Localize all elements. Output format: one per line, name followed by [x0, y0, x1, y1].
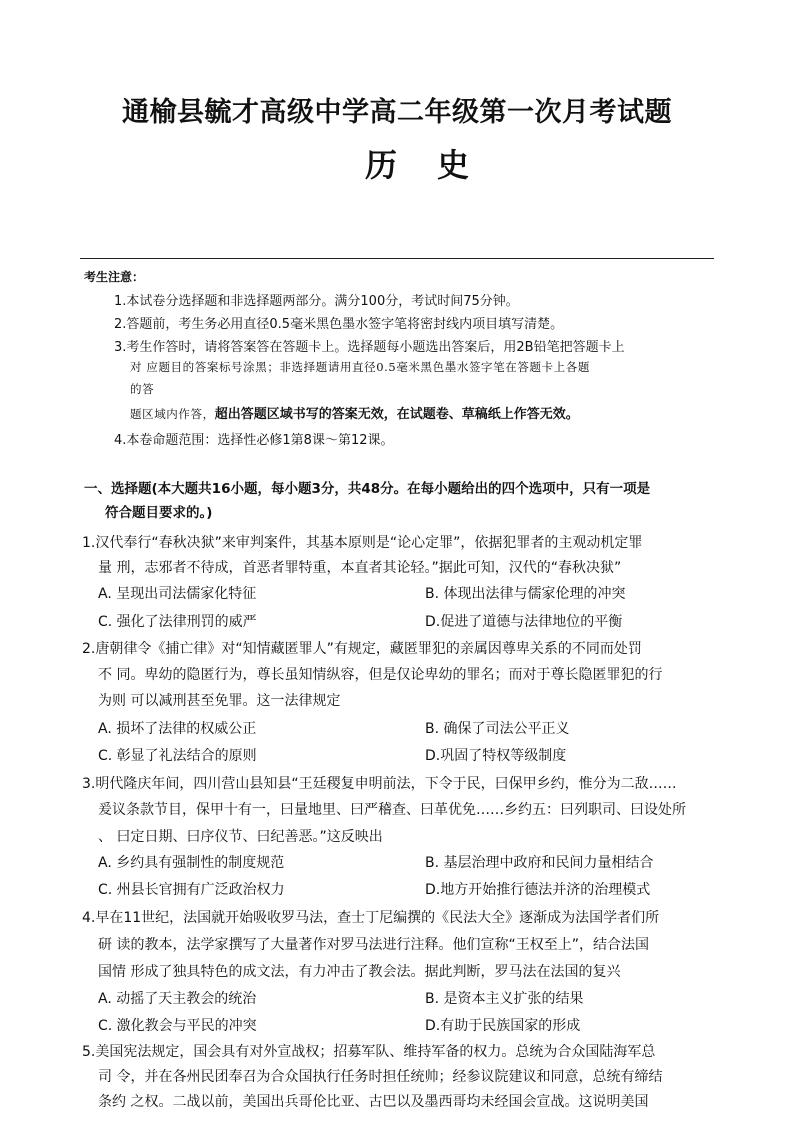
question-2-option-b[interactable]: B. 确保了司法公平正义 [425, 721, 570, 737]
question-4-option-c[interactable]: C. 激化教会与平民的冲突 [98, 1018, 257, 1034]
question-4-option-b[interactable]: B. 是资本主义扩张的结果 [425, 991, 584, 1007]
notice-item-2: 2.答题前，考生务必用直径0.5毫米黑色墨水签字笔将密封线内项目填写清楚。 [114, 317, 564, 332]
notice-item-4: 4.本卷命题范围：选择性必修1第8课～第12课。 [114, 433, 394, 448]
question-1-line-1: 1.汉代奉行“春秋决狱”来审判案件，其基本原则是“论心定罪”，依据犯罪者的主观动机定罪 [82, 535, 643, 551]
question-5-line-3: 条约 之权。二战以前，美国出兵哥伦比亚、古巴以及墨西哥均未经国会宣战。这说明美国 [98, 1094, 649, 1110]
question-3-option-d[interactable]: D.地方开始推行德法并济的治理模式 [425, 882, 651, 898]
question-4-line-3: 国情 形成了独具特色的成文法，有力冲击了教会法。据此判断，罗马法在法国的复兴 [98, 964, 621, 980]
question-3-option-c[interactable]: C. 州县长官拥有广泛政治权力 [98, 882, 285, 898]
notice-item-3-final [130, 403, 579, 422]
notice-item-3-final-normal: 题区域内作答， [130, 407, 215, 421]
question-1-line-2: 量 刑，志邪者不待成，首恶者罪特重，本直者其论轻。”据此可知，汉代的“春秋决狱” [98, 560, 622, 576]
question-4-line-2: 研 读的教本，法学家撰写了大量著作对罗马法进行注释。他们宣称“王权至上”，结合法国 [98, 937, 649, 953]
notice-item-1: 1.本试卷分选择题和非选择题两部分。满分100分，考试时间75分钟。 [114, 294, 519, 309]
question-3-line-1: 3.明代隆庆年间，四川营山县知县“王廷稷复申明前法，下令于民，曰保甲乡约，惟分为二敌…… [82, 776, 677, 792]
question-2-line-1: 2.唐朝律令《捕亡律》对“知情藏匿罪人”有规定，藏匿罪犯的亲属因尊卑关系的不同而处罚 [82, 641, 642, 657]
question-3-line-3: 、 曰定日期、曰序仪节、曰纪善恶。”这反映出 [98, 829, 383, 845]
question-5-line-2: 司 令，并在各州民团奉召为合众国执行任务时担任统帅；经参议院建议和同意，总统有缔结 [98, 1069, 663, 1085]
question-3-option-a[interactable]: A. 乡约具有强制性的制度规范 [98, 855, 285, 871]
notice-item-3-cont2: 的答 [130, 382, 155, 396]
question-3-line-2: 爰议条款节目，保甲十有一，曰量地里、曰严稽查、曰革优免……乡约五：曰列职司、曰设处所 [98, 802, 686, 818]
question-4-option-a[interactable]: A. 动摇了天主教会的统治 [98, 991, 257, 1007]
question-2-option-a[interactable]: A. 损坏了法律的权威公正 [98, 721, 257, 737]
question-3-option-b[interactable]: B. 基层治理中政府和民间力量相结合 [425, 855, 654, 871]
section-heading: 一、选择题(本大题共16小题，每小题3分，共48分。在每小题给出的四个选项中，只有一项是 [84, 481, 651, 497]
question-4-option-d[interactable]: D.有助于民族国家的形成 [425, 1018, 581, 1034]
question-1-option-c[interactable]: C. 强化了法律刑罚的威严 [98, 614, 257, 630]
question-2-line-3: 为则 可以减刑甚至免罪。这一法律规定 [98, 693, 341, 709]
question-2-line-2: 不 同。卑幼的隐匿行为，尊长虽知情纵容，但是仅论卑幼的罪名；而对于尊长隐匿罪犯的行 [98, 667, 663, 683]
notice-item-3: 3.考生作答时，请将答案答在答题卡上。选择题每小题选出答案后，用2B铅笔把答题卡上 [114, 340, 625, 355]
question-4-line-1: 4.早在11世纪，法国就开始吸收罗马法，查士丁尼编撰的《民法大全》逐渐成为法国学者们所 [82, 910, 660, 926]
question-1-option-a[interactable]: A. 呈现出司法儒家化特征 [98, 586, 257, 602]
subject-title: 历史 [364, 146, 509, 184]
question-5-line-1: 5.美国宪法规定，国会具有对外宣战权；招募军队、维持军备的权力。总统为合众国陆海军总 [82, 1044, 656, 1060]
question-2-option-d[interactable]: D.巩固了特权等级制度 [425, 748, 567, 764]
header-divider [80, 258, 714, 259]
notice-item-3-cont: 对 应题目的答案标号涂黑；非选择题请用直径0.5毫米黑色墨水签字笔在答题卡上各题 [130, 360, 590, 374]
section-heading-cont: 符合题目要求的。) [105, 505, 213, 521]
question-1-option-b[interactable]: B. 体现出法律与儒家伦理的冲突 [425, 586, 626, 602]
notice-item-3-final-bold: 超出答题区域书写的答案无效，在试题卷、草稿纸上作答无效。 [214, 407, 579, 422]
question-1-option-d[interactable]: D.促进了道德与法律地位的平衡 [425, 614, 623, 630]
question-2-option-c[interactable]: C. 彰显了礼法结合的原则 [98, 748, 257, 764]
notice-heading: 考生注意： [84, 270, 145, 284]
exam-title: 通榆县毓才高级中学高二年级第一次月考试题 [122, 97, 672, 128]
